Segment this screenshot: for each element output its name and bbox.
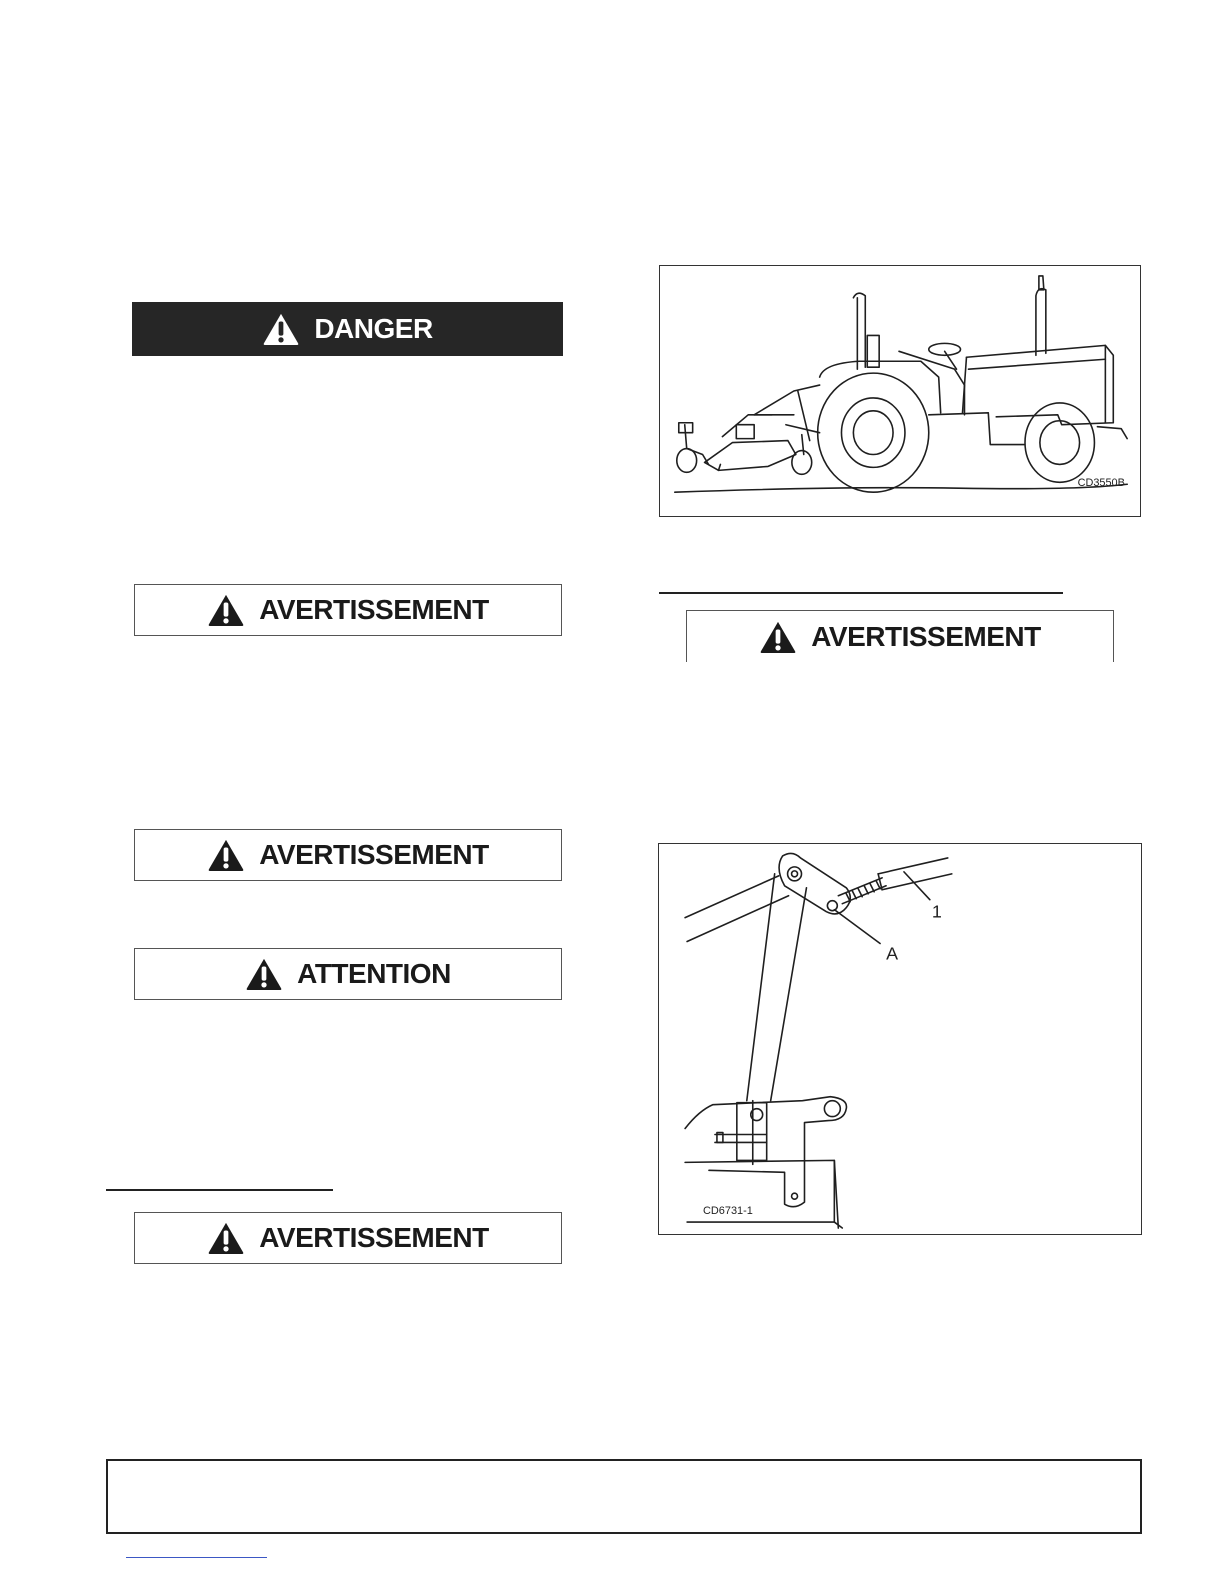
figure-code: CD3550B xyxy=(1077,477,1125,490)
signal-word: AVERTISSEMENT xyxy=(259,839,489,870)
footer-link-underline[interactable] xyxy=(126,1557,267,1558)
footer-box xyxy=(106,1459,1142,1534)
warning-triangle-icon xyxy=(262,312,300,346)
top-link-linkage-illustration xyxy=(659,844,1141,1234)
warning-triangle-icon xyxy=(245,957,283,991)
warning-triangle-icon xyxy=(207,593,245,627)
callout-a: A xyxy=(886,943,899,964)
signal-word: DANGER xyxy=(314,313,433,344)
section-rule xyxy=(106,1189,333,1191)
warning-signal-panel xyxy=(134,1212,562,1264)
warning-triangle-icon xyxy=(759,620,797,654)
figure-code: CD6731-1 xyxy=(703,1205,753,1218)
signal-word: AVERTISSEMENT xyxy=(259,1222,489,1253)
tractor-mower-illustration xyxy=(660,266,1140,516)
callout-1: 1 xyxy=(931,901,942,922)
warning-triangle-icon xyxy=(207,838,245,872)
signal-word: AVERTISSEMENT xyxy=(811,620,1041,652)
warning-signal-panel xyxy=(134,584,562,636)
signal-word: ATTENTION xyxy=(297,958,451,989)
tractor-figure xyxy=(659,265,1141,517)
warning-signal-panel xyxy=(134,829,562,881)
warning-signal-panel-partial xyxy=(686,610,1114,662)
signal-word: AVERTISSEMENT xyxy=(259,594,489,625)
linkage-figure xyxy=(658,843,1142,1235)
section-rule xyxy=(659,592,1063,594)
caution-signal-panel xyxy=(134,948,562,1000)
danger-signal-panel xyxy=(132,302,563,356)
warning-triangle-icon xyxy=(207,1221,245,1255)
